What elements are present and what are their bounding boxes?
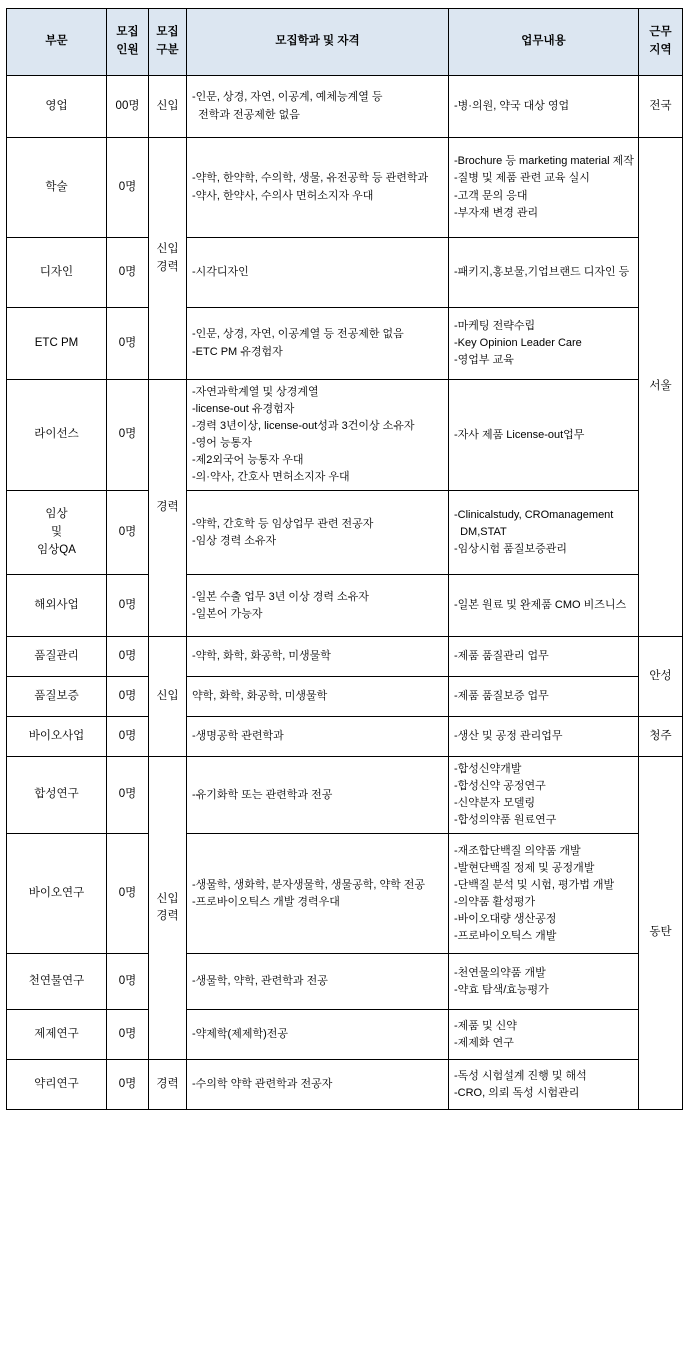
department-line: 바이오연구 bbox=[28, 887, 85, 900]
duty-line: -질병 및 제품 관련 교육 실시 bbox=[454, 172, 590, 185]
cell-department bbox=[7, 1010, 107, 1060]
department-line: 바이오사업 bbox=[28, 729, 85, 742]
cell-major-qualification bbox=[187, 76, 449, 138]
cell-major-qualification bbox=[187, 637, 449, 677]
table-row bbox=[7, 76, 683, 138]
cell-major-qualification bbox=[187, 834, 449, 954]
cell-job-duty bbox=[449, 138, 639, 238]
cell-major-qualification bbox=[187, 677, 449, 717]
cell-headcount: 00명 bbox=[107, 76, 149, 138]
cell-major-qualification bbox=[187, 1010, 449, 1060]
duty-line: -천연물의약품 개발 bbox=[454, 966, 546, 979]
major-line: -약제학(제제학)전공 bbox=[192, 1028, 288, 1041]
department-line: 해외사업 bbox=[34, 598, 79, 611]
major-line: -생물학, 약학, 관련학과 전공 bbox=[192, 975, 328, 988]
cell-major-qualification bbox=[187, 308, 449, 380]
department-line: 임상 bbox=[45, 508, 68, 521]
duty-line: -의약품 활성평가 bbox=[454, 895, 536, 908]
major-line: -약학, 한약학, 수의학, 생물, 유전공학 등 관련학과 bbox=[192, 172, 429, 185]
major-line: -유기화학 또는 관련학과 전공 bbox=[192, 788, 333, 801]
cell-major-qualification bbox=[187, 1060, 449, 1110]
header-duty bbox=[449, 9, 639, 76]
duty-line: -CRO, 의뢰 독성 시험관리 bbox=[454, 1086, 580, 1099]
cell-recruit-type bbox=[149, 757, 187, 1060]
duty-line: -자사 제품 License-out업무 bbox=[454, 428, 585, 441]
recruit-type-line: 신입 bbox=[156, 689, 179, 702]
major-line: -생물학, 생화학, 분자생물학, 생물공학, 약학 전공 bbox=[192, 878, 426, 891]
major-line: -약학, 화학, 화공학, 미생물학 bbox=[192, 650, 331, 663]
department-line: 임상QA bbox=[37, 543, 76, 556]
cell-major-qualification bbox=[187, 717, 449, 757]
header-region-line2: 지역 bbox=[649, 44, 672, 56]
table-row bbox=[7, 757, 683, 834]
table-row bbox=[7, 1010, 683, 1060]
duty-line: -발현단백질 정제 및 공정개발 bbox=[454, 861, 595, 874]
department-line: 제제연구 bbox=[34, 1028, 79, 1041]
table-row bbox=[7, 308, 683, 380]
department-line: 천연물연구 bbox=[28, 975, 85, 988]
recruit-type-line: 경력 bbox=[156, 501, 179, 514]
major-line: -일본어 가능자 bbox=[192, 607, 263, 620]
recruitment-table bbox=[6, 8, 683, 1110]
cell-department bbox=[7, 677, 107, 717]
duty-line: -약효 탐색/효능평가 bbox=[454, 983, 549, 996]
cell-department bbox=[7, 138, 107, 238]
cell-job-duty bbox=[449, 76, 639, 138]
cell-headcount: 0명 bbox=[107, 1010, 149, 1060]
cell-headcount: 0명 bbox=[107, 1060, 149, 1110]
table-row bbox=[7, 834, 683, 954]
table-row bbox=[7, 491, 683, 575]
duty-line: -독성 시험설계 진행 및 해석 bbox=[454, 1069, 587, 1082]
table-row bbox=[7, 575, 683, 637]
header-count bbox=[107, 9, 149, 76]
cell-headcount: 0명 bbox=[107, 575, 149, 637]
cell-headcount: 0명 bbox=[107, 834, 149, 954]
major-line: 약학, 화학, 화공학, 미생물학 bbox=[192, 690, 328, 703]
cell-job-duty bbox=[449, 1060, 639, 1110]
department-line: 품질관리 bbox=[34, 649, 79, 662]
major-line: -영어 능통자 bbox=[192, 437, 252, 450]
header-count-line1: 모집 bbox=[116, 26, 139, 39]
duty-line: -마케팅 전략수립 bbox=[454, 319, 536, 332]
cell-recruit-type bbox=[149, 138, 187, 380]
header-type-line2: 구분 bbox=[156, 44, 179, 56]
duty-line: -영업부 교육 bbox=[454, 354, 514, 367]
major-line: -약학, 간호학 등 임상업무 관련 전공자 bbox=[192, 517, 374, 530]
department-line: 영업 bbox=[45, 99, 68, 112]
header-count-line2: 인원 bbox=[116, 44, 139, 56]
cell-work-region: 동탄 bbox=[639, 757, 683, 1110]
duty-line: -프로바이오틱스 개발 bbox=[454, 930, 557, 943]
major-line: -제2외국어 능통자 우대 bbox=[192, 454, 304, 467]
cell-job-duty bbox=[449, 575, 639, 637]
major-line: -시각디자인 bbox=[192, 265, 249, 278]
recruit-type-line: 경력 bbox=[156, 1078, 179, 1091]
table-row bbox=[7, 954, 683, 1010]
duty-line: -일본 원료 및 완제품 CMO 비즈니스 bbox=[454, 599, 627, 612]
recruit-type-line: 신입 bbox=[156, 242, 179, 255]
cell-job-duty bbox=[449, 308, 639, 380]
cell-recruit-type bbox=[149, 380, 187, 637]
duty-line: -합성신약 공정연구 bbox=[454, 780, 546, 793]
department-line: 및 bbox=[50, 525, 63, 538]
header-dept-label: 부문 bbox=[45, 35, 68, 48]
department-line: 품질보증 bbox=[34, 689, 79, 702]
major-line: 전학과 전공제한 없음 bbox=[192, 108, 300, 121]
cell-major-qualification bbox=[187, 575, 449, 637]
header-major-label: 모집학과 및 자격 bbox=[275, 35, 360, 48]
department-line: 합성연구 bbox=[34, 788, 79, 801]
cell-job-duty bbox=[449, 757, 639, 834]
duty-line: -임상시험 품질보증관리 bbox=[454, 543, 567, 556]
major-line: -license-out 유경험자 bbox=[192, 403, 295, 416]
major-line: -생명공학 관련학과 bbox=[192, 730, 284, 743]
header-row bbox=[7, 9, 683, 76]
duty-line: -합성신약개발 bbox=[454, 763, 522, 776]
cell-department bbox=[7, 757, 107, 834]
duty-line: -신약분자 모델링 bbox=[454, 797, 536, 810]
cell-job-duty bbox=[449, 380, 639, 491]
cell-headcount: 0명 bbox=[107, 308, 149, 380]
cell-job-duty bbox=[449, 637, 639, 677]
cell-headcount: 0명 bbox=[107, 138, 149, 238]
table-row bbox=[7, 717, 683, 757]
department-line: 약리연구 bbox=[34, 1078, 79, 1091]
recruit-type-line: 신입 bbox=[156, 99, 179, 112]
cell-department bbox=[7, 575, 107, 637]
table-row bbox=[7, 380, 683, 491]
cell-department bbox=[7, 1060, 107, 1110]
cell-work-region: 전국 bbox=[639, 76, 683, 138]
department-line: 학술 bbox=[45, 180, 68, 193]
duty-line: -바이오대량 생산공정 bbox=[454, 913, 557, 926]
duty-line: -재조합단백질 의약품 개발 bbox=[454, 844, 581, 857]
recruit-type-line: 신입 bbox=[156, 892, 179, 905]
cell-recruit-type bbox=[149, 76, 187, 138]
major-line: -프로바이오틱스 개발 경력우대 bbox=[192, 895, 340, 908]
recruit-type-line: 경력 bbox=[156, 910, 179, 923]
major-line: -인문, 상경, 자연, 이공계열 등 전공제한 없음 bbox=[192, 328, 404, 341]
cell-major-qualification bbox=[187, 238, 449, 308]
cell-major-qualification bbox=[187, 491, 449, 575]
header-type bbox=[149, 9, 187, 76]
department-line: 디자인 bbox=[39, 265, 74, 278]
duty-line: -단백질 분석 및 시험, 평가법 개발 bbox=[454, 878, 615, 891]
major-line: -경력 3년이상, license-out성과 3건이상 소유자 bbox=[192, 420, 415, 433]
cell-department bbox=[7, 76, 107, 138]
cell-department bbox=[7, 834, 107, 954]
table-row bbox=[7, 637, 683, 677]
duty-line: DM,STAT bbox=[454, 526, 507, 539]
major-line: -자연과학계열 및 상경계열 bbox=[192, 386, 319, 398]
cell-job-duty bbox=[449, 1010, 639, 1060]
cell-department bbox=[7, 491, 107, 575]
cell-major-qualification bbox=[187, 138, 449, 238]
cell-headcount: 0명 bbox=[107, 954, 149, 1010]
cell-headcount: 0명 bbox=[107, 491, 149, 575]
header-region-line1: 근무 bbox=[649, 26, 672, 39]
cell-department bbox=[7, 637, 107, 677]
cell-work-region: 서울 bbox=[639, 138, 683, 637]
department-line: 라이선스 bbox=[34, 428, 79, 441]
table-row bbox=[7, 1060, 683, 1110]
cell-work-region: 안성 bbox=[639, 637, 683, 717]
department-line: ETC PM bbox=[34, 336, 79, 349]
table-row bbox=[7, 238, 683, 308]
duty-line: -제제화 연구 bbox=[454, 1036, 514, 1049]
cell-department bbox=[7, 380, 107, 491]
cell-headcount: 0명 bbox=[107, 637, 149, 677]
cell-headcount: 0명 bbox=[107, 717, 149, 757]
table-header bbox=[7, 9, 683, 76]
cell-job-duty bbox=[449, 717, 639, 757]
duty-line: -Brochure 등 marketing material 제작 bbox=[454, 155, 634, 168]
duty-line: -제품 및 신약 bbox=[454, 1019, 517, 1032]
cell-department bbox=[7, 717, 107, 757]
duty-line: -Key Opinion Leader Care bbox=[454, 336, 582, 349]
cell-headcount: 0명 bbox=[107, 757, 149, 834]
table-row bbox=[7, 677, 683, 717]
duty-line: -제품 품질관리 업무 bbox=[454, 650, 549, 663]
cell-major-qualification bbox=[187, 757, 449, 834]
recruit-type-line: 경력 bbox=[156, 260, 179, 273]
duty-line: -병·의원, 약국 대상 영업 bbox=[454, 99, 570, 112]
cell-work-region: 청주 bbox=[639, 717, 683, 757]
cell-department bbox=[7, 308, 107, 380]
duty-line: -고객 문의 응대 bbox=[454, 189, 528, 202]
duty-line: -부자재 변경 관리 bbox=[454, 206, 539, 219]
cell-major-qualification bbox=[187, 380, 449, 491]
duty-line: -합성의약품 원료연구 bbox=[454, 814, 557, 827]
major-line: -약사, 한약사, 수의사 면허소지자 우대 bbox=[192, 189, 374, 202]
cell-job-duty bbox=[449, 491, 639, 575]
cell-department bbox=[7, 238, 107, 308]
cell-job-duty bbox=[449, 677, 639, 717]
header-type-line1: 모집 bbox=[156, 26, 179, 39]
duty-line: -생산 및 공정 관리업무 bbox=[454, 730, 563, 743]
table-row bbox=[7, 138, 683, 238]
cell-job-duty bbox=[449, 834, 639, 954]
major-line: -수의학 약학 관련학과 전공자 bbox=[192, 1078, 333, 1091]
cell-major-qualification bbox=[187, 954, 449, 1010]
major-line: -ETC PM 유경험자 bbox=[192, 345, 283, 358]
major-line: -의·약사, 간호사 면허소지자 우대 bbox=[192, 471, 350, 484]
table-body bbox=[7, 76, 683, 1110]
header-region bbox=[639, 9, 683, 76]
duty-line: -제품 품질보증 업무 bbox=[454, 690, 549, 703]
major-line: -인문, 상경, 자연, 이공계, 예체능계열 등 bbox=[192, 91, 383, 104]
cell-headcount: 0명 bbox=[107, 238, 149, 308]
cell-job-duty bbox=[449, 954, 639, 1010]
header-major bbox=[187, 9, 449, 76]
header-dept bbox=[7, 9, 107, 76]
major-line: -임상 경력 소유자 bbox=[192, 534, 277, 547]
duty-line: -패키지,홍보물,기업브랜드 디자인 등 bbox=[454, 265, 630, 278]
cell-headcount: 0명 bbox=[107, 380, 149, 491]
cell-recruit-type bbox=[149, 1060, 187, 1110]
cell-job-duty bbox=[449, 238, 639, 308]
duty-line: -Clinicalstudy, CROmanagement bbox=[454, 509, 614, 522]
cell-recruit-type bbox=[149, 637, 187, 757]
cell-department bbox=[7, 954, 107, 1010]
header-duty-label: 업무내용 bbox=[521, 35, 566, 48]
cell-headcount: 0명 bbox=[107, 677, 149, 717]
major-line: -일본 수출 업무 3년 이상 경력 소유자 bbox=[192, 590, 369, 603]
